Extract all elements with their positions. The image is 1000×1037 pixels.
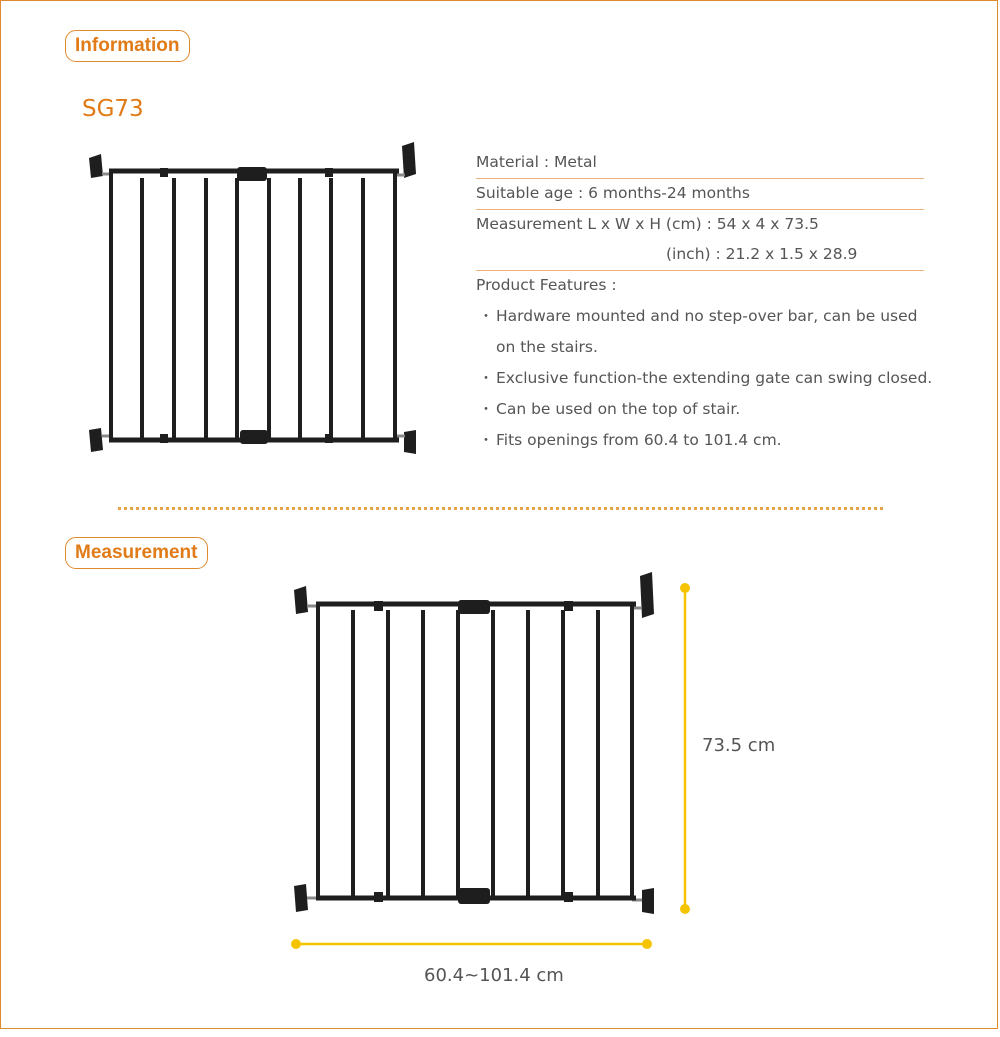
bullet-icon: ・ xyxy=(478,431,494,449)
bullet-icon: ・ xyxy=(478,400,494,418)
height-dimension-line xyxy=(675,580,695,920)
feature-text: Exclusive function-the extending gate can swing closed. xyxy=(496,369,933,387)
feature-list xyxy=(476,301,933,456)
bullet-icon: ・ xyxy=(478,307,494,325)
width-dimension-line xyxy=(288,934,658,954)
section-divider xyxy=(118,507,883,510)
feature-item xyxy=(476,363,933,394)
measurement-section-tag: Measurement xyxy=(65,537,208,569)
feature-item xyxy=(476,425,924,456)
spec-material: Material : Metal xyxy=(476,148,924,179)
feature-text: on the stairs. xyxy=(496,338,598,356)
feature-text: Can be used on the top of stair. xyxy=(496,400,741,418)
bullet-icon: ・ xyxy=(478,369,494,387)
width-label: 60.4~101.4 cm xyxy=(424,965,564,986)
spec-features-title: Product Features : xyxy=(476,276,617,294)
feature-text: Fits openings from 60.4 to 101.4 cm. xyxy=(496,431,782,449)
feature-item xyxy=(476,394,924,425)
gate-product-image xyxy=(85,140,420,456)
model-number: SG73 xyxy=(82,96,144,122)
spec-measurement-inch: (inch) : 21.2 x 1.5 x 28.9 xyxy=(476,240,924,271)
feature-item-continuation xyxy=(476,332,924,363)
spec-measurement-cm: Measurement L x W x H (cm) : 54 x 4 x 73.5 xyxy=(476,215,819,233)
information-section-tag: Information xyxy=(65,30,190,62)
gate-measurement-image xyxy=(292,570,662,915)
spec-suitable-age: Suitable age : 6 months-24 months xyxy=(476,179,924,210)
feature-text: Hardware mounted and no step-over bar, can be used xyxy=(496,307,918,325)
height-label: 73.5 cm xyxy=(702,735,776,756)
feature-item xyxy=(476,301,924,332)
spec-list xyxy=(476,148,933,456)
